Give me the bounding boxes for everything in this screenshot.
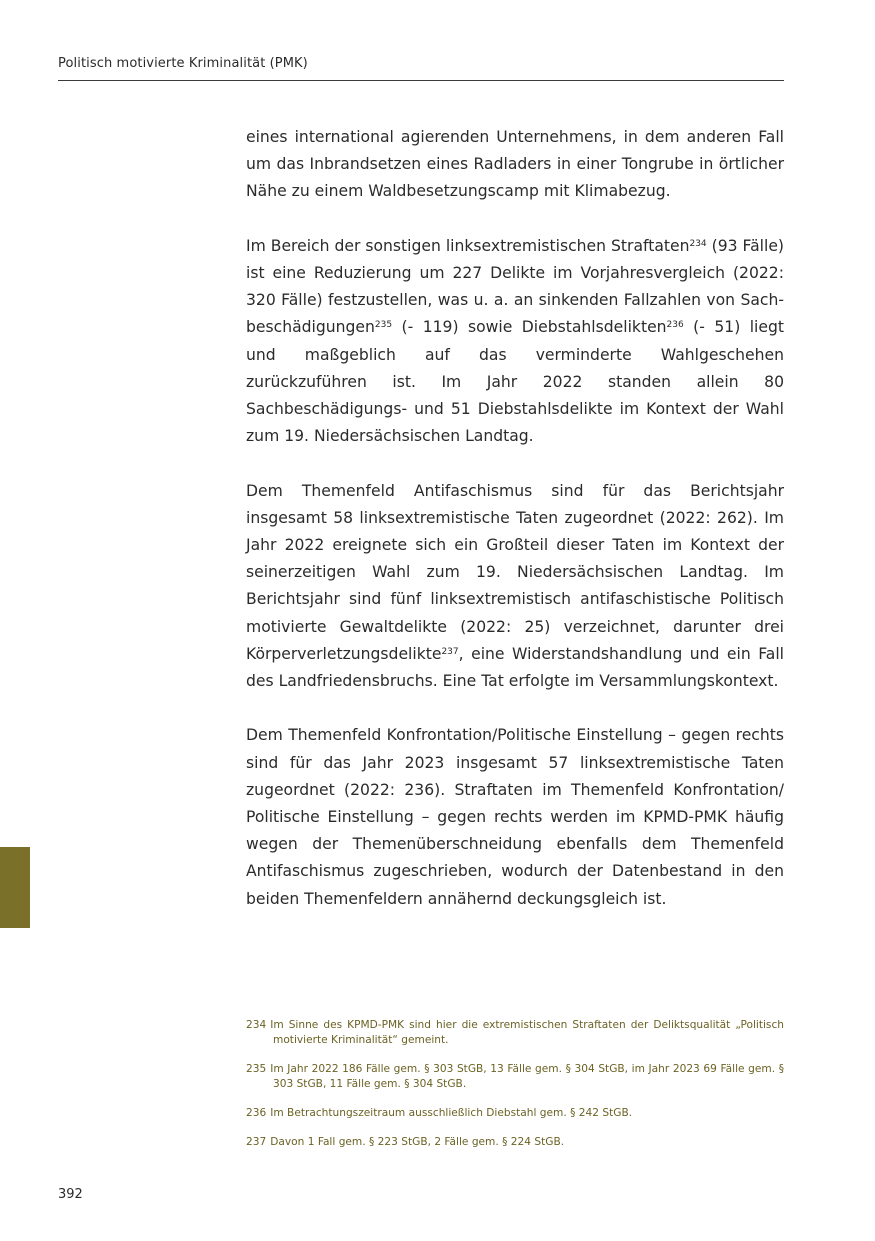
page-number: 392 (58, 1187, 83, 1202)
footnotes-section (246, 1018, 784, 1164)
paragraph-1 (246, 124, 784, 206)
chapter-side-tab (0, 847, 30, 928)
footnote-number: 234 (246, 1019, 267, 1031)
footnote-text: Im Sinne des KPMD-PMK sind hier die extremistischen Straftaten der Deliktsqualität „Politisch motivierte Kriminalität“ gemeint. (270, 1019, 784, 1046)
paragraph-2 (246, 233, 784, 451)
footnote-ref-237[interactable]: 237 (441, 646, 459, 657)
footnote-234 (246, 1018, 784, 1048)
footnote-ref-234[interactable]: 234 (689, 238, 707, 249)
paragraph-1-text: eines international agierenden Unternehmens, in dem anderen Fall um das Inbrandsetzen eines Radladers in einer Tongrube in örtlicher Nähe zu einem Waldbesetzungscamp mit Klimabezug. (246, 128, 784, 201)
footnote-ref-235[interactable]: 235 (374, 320, 393, 331)
footnote-number: 235 (246, 1063, 267, 1075)
paragraph-2-text-a: Im Bereich der sonstigen linksextremistischen Straftaten (246, 236, 690, 255)
footnote-text: Davon 1 Fall gem. § 223 StGB, 2 Fälle gem. § 224 StGB. (270, 1136, 565, 1148)
paragraph-3-text-b: , eine Widerstandshandlung und ein Fall des Landfriedensbruchs. Eine Tat erfolgte im Versammlungskontext. (246, 644, 784, 691)
footnote-text: Im Jahr 2022 186 Fälle gem. § 303 StGB, 13 Fälle gem. § 304 StGB, im Jahr 2023 69 Fälle gem. § 303 StGB, 11 Fälle gem. § 304 StGB. (270, 1063, 784, 1090)
paragraph-2-text-c: (- 119) sowie Diebstahlsdelikten (392, 318, 667, 337)
paragraph-4 (246, 722, 784, 912)
footnote-236 (246, 1106, 784, 1121)
main-body-text (246, 124, 784, 940)
footnote-text: Im Betrachtungszeitraum ausschließlich Diebstahl gem. § 242 StGB. (270, 1107, 633, 1119)
paragraph-2-text-d: (- 51) liegt und maßgeblich auf das verminderte Wahlgeschehen zurückzuführen ist. Im Jahr 2022 standen allein 80 Sachbeschädigungs- und 51 Diebstahlsdelikte im Kontext der Wahl zum 19. Niedersächsischen Landtag. (246, 318, 784, 446)
paragraph-3 (246, 478, 784, 696)
header-rule (58, 80, 784, 81)
footnote-235 (246, 1062, 784, 1092)
paragraph-2-text-b: (93 Fälle) ist eine Reduzierung um 227 Delikte im Vorjahresvergleich (2022: 320 Fälle) festzustellen, was u. a. an sinkenden Fallzahlen von Sachbeschädigungen (246, 236, 784, 337)
footnote-ref-236[interactable]: 236 (666, 320, 684, 331)
footnote-237 (246, 1135, 784, 1150)
paragraph-4-text: Dem Themenfeld Konfrontation/Politische Einstellung – gegen rechts sind für das Jahr 2023 insgesamt 57 linksextremistische Taten zugeordnet (2022: 236). Straftaten im Themenfeld Konfrontation/ Politische Einstellung – gegen rechts werden im KPMD-PMK häufig wegen der Themenüberschneidung ebenfalls dem Themenfeld Antifaschismus zugeschrieben, wodurch der Datenbestand in den beiden Themenfeldern annähernd deckungsgleich ist. (246, 726, 784, 908)
paragraph-3-text-a: Dem Themenfeld Antifaschismus sind für das Berichtsjahr insgesamt 58 linksextremistische Taten zugeordnet (2022: 262). Im Jahr 2022 ereignete sich ein Großteil dieser Taten im Kontext der seinerzeitigen Wahl zum 19. Niedersächsischen Landtag. Im Berichtsjahr sind fünf linksextremistisch antifaschistische Politisch motivierte Gewaltdelikte (2022: 25) verzeichnet, darunter drei Körperverletzungsdelikte (246, 481, 784, 663)
footnote-number: 237 (246, 1136, 267, 1148)
footnote-number: 236 (246, 1107, 267, 1119)
running-header-title: Politisch motivierte Kriminalität (PMK) (58, 56, 308, 71)
